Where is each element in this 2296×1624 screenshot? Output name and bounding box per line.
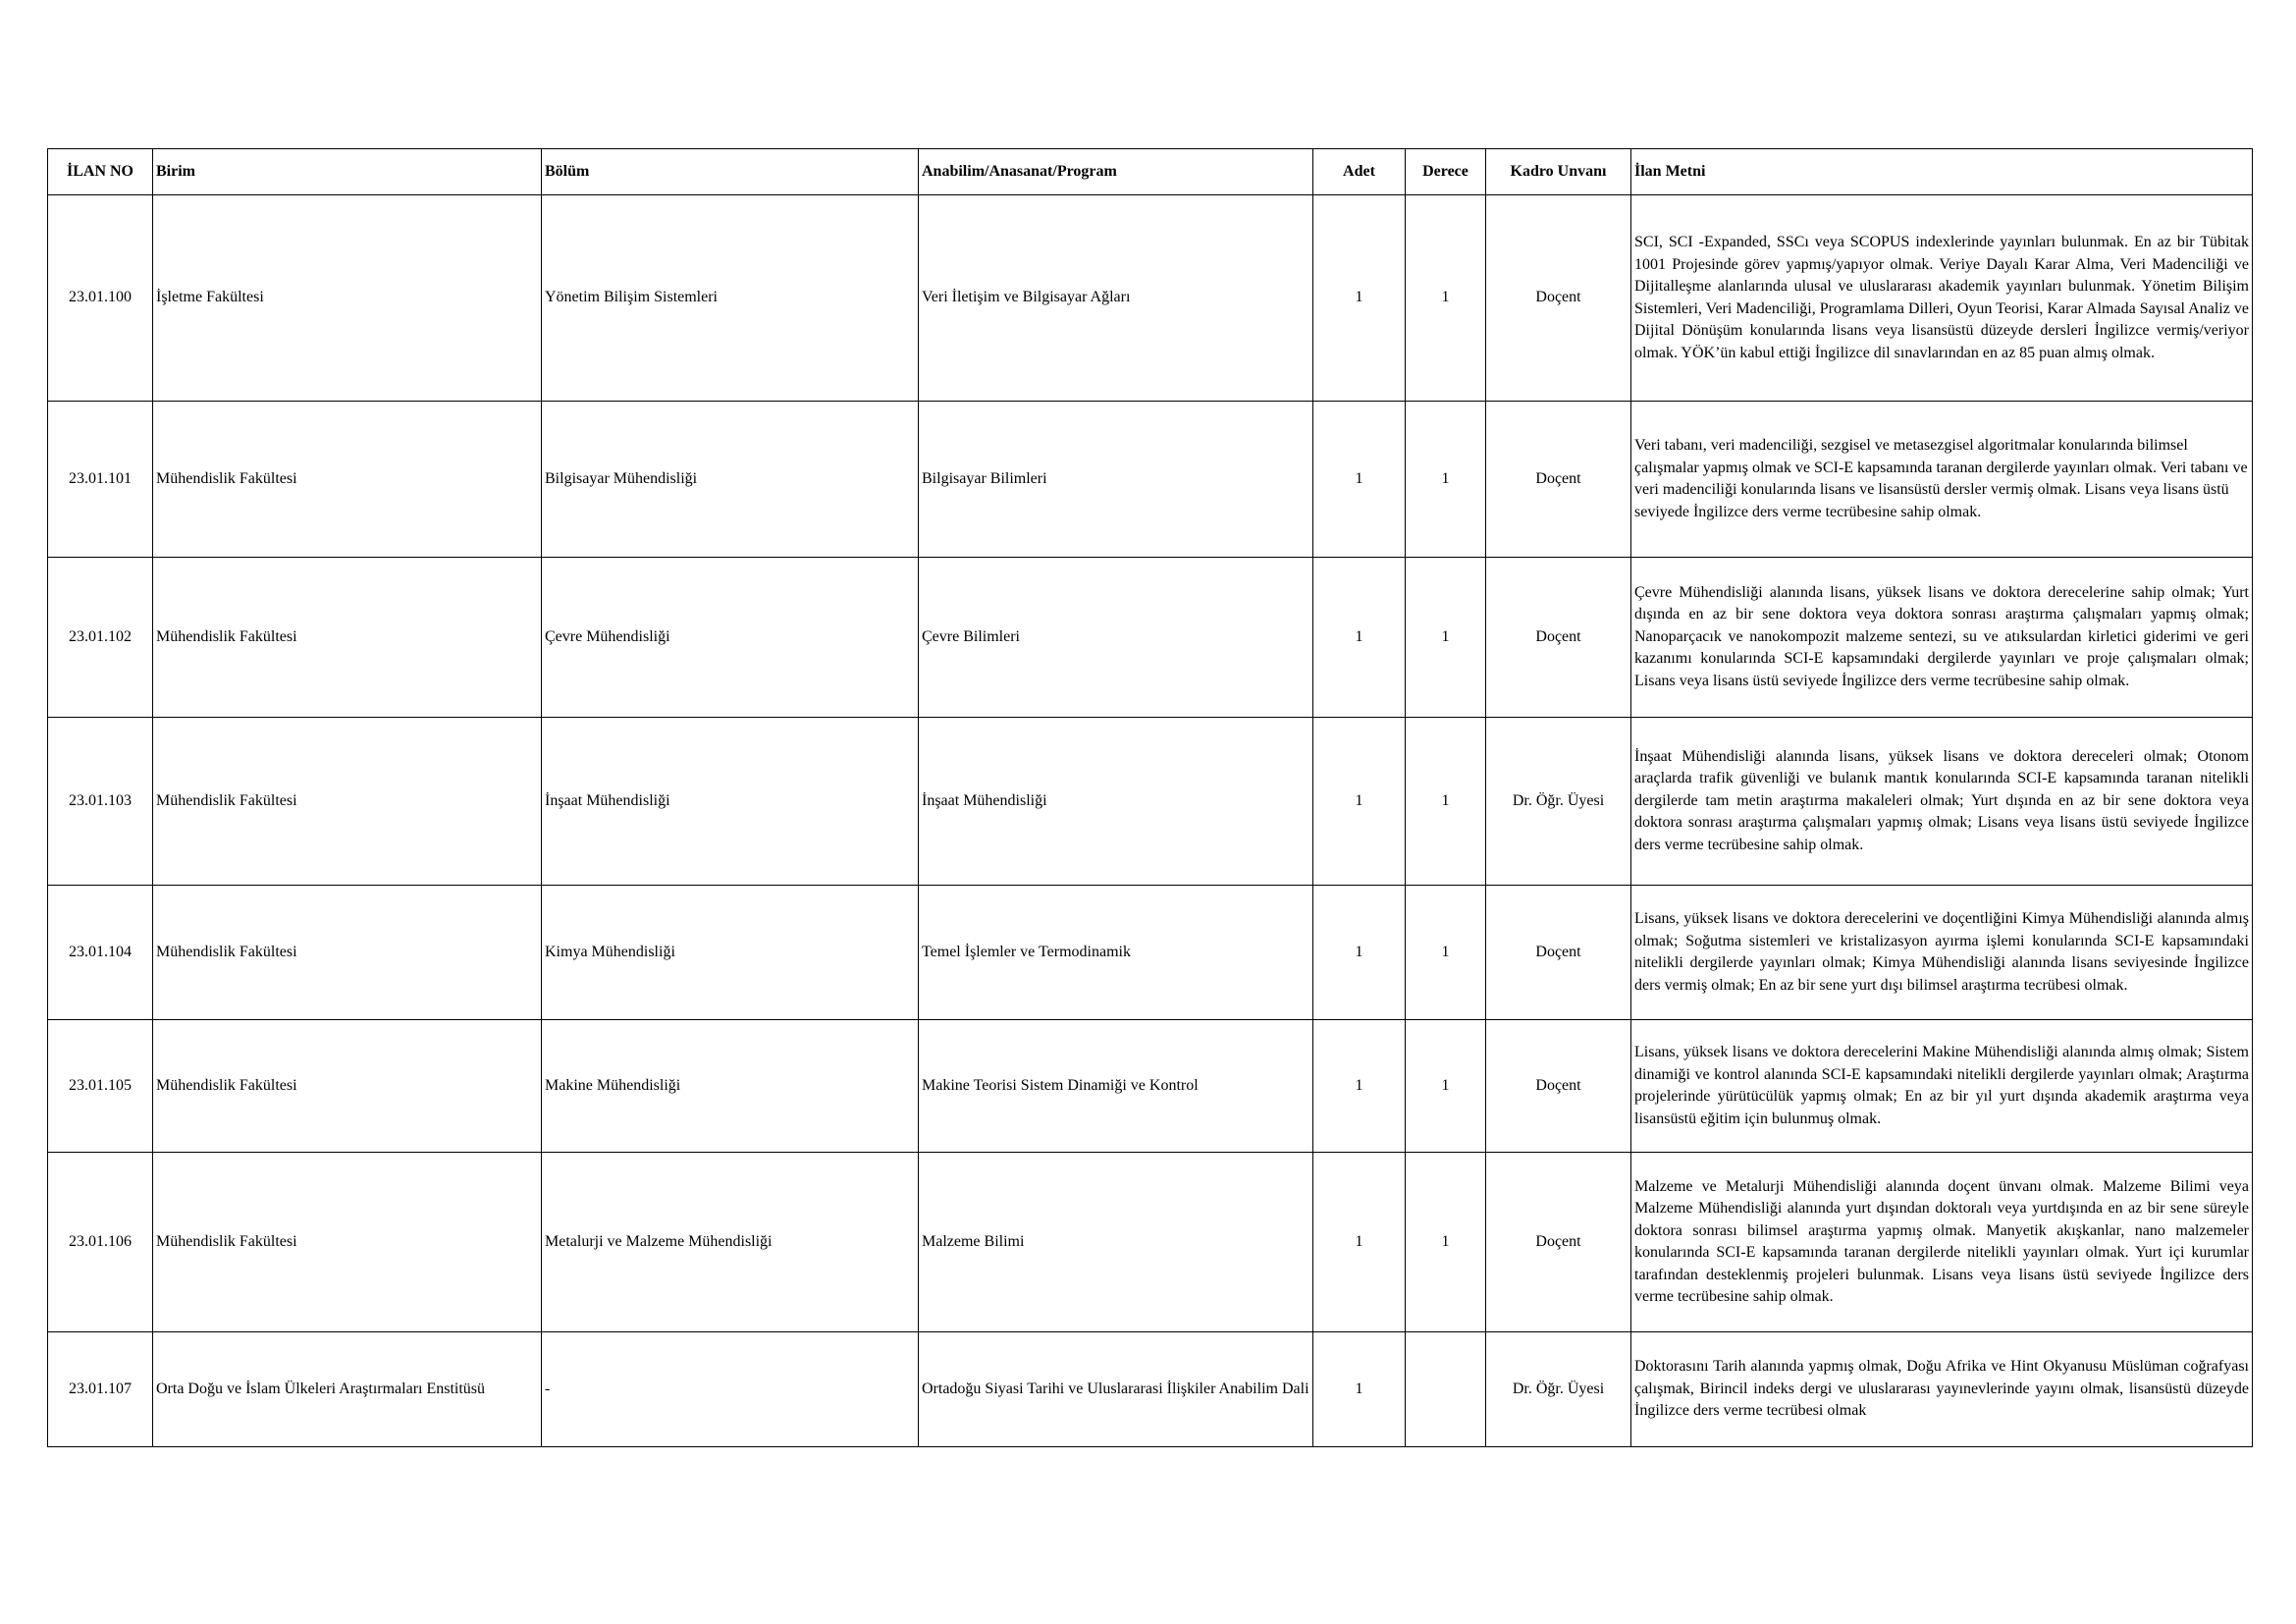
cell-adet: 1 — [1313, 1332, 1406, 1447]
cell-kadro-unvani: Doçent — [1486, 195, 1631, 402]
table-row — [48, 1153, 2253, 1332]
cell-kadro-unvani: Dr. Öğr. Üyesi — [1486, 718, 1631, 886]
table-row — [48, 886, 2253, 1020]
cell-derece: 1 — [1406, 718, 1486, 886]
cell-anabilim: Temel İşlemler ve Termodinamik — [919, 886, 1313, 1020]
cell-ilan-metni: Malzeme ve Metalurji Mühendisliği alanında doçent ünvanı olmak. Malzeme Bilimi veya Malzeme Mühendisliği alanında yurt dışından doktoralı veya yurtdışında en az bir sene süreyle doktora sonrası bilimsel araştırma yapmış olmak. Manyetik akışkanlar, nano malzemeler konularında SCI-E kapsamında taranan dergilerde nitelikli yayınları olmak. Yurt içi kurumlar tarafından desteklenmiş projeleri bulunmak. Lisans veya lisans üstü seviyede İngilizce ders verme tecrübesine sahip olmak. — [1631, 1153, 2253, 1332]
cell-anabilim: Bilgisayar Bilimleri — [919, 402, 1313, 558]
cell-anabilim: Malzeme Bilimi — [919, 1153, 1313, 1332]
header-kadro-unvani: Kadro Unvanı — [1486, 149, 1631, 195]
cell-birim: Orta Doğu ve İslam Ülkeleri Araştırmaları Enstitüsü — [153, 1332, 542, 1447]
header-derece: Derece — [1406, 149, 1486, 195]
header-birim: Birim — [153, 149, 542, 195]
header-bolum: Bölüm — [542, 149, 919, 195]
cell-birim: Mühendislik Fakültesi — [153, 718, 542, 886]
cell-ilan-no: 23.01.105 — [48, 1020, 153, 1153]
cell-derece: 1 — [1406, 402, 1486, 558]
cell-adet: 1 — [1313, 718, 1406, 886]
cell-ilan-no: 23.01.103 — [48, 718, 153, 886]
cell-birim: Mühendislik Fakültesi — [153, 1020, 542, 1153]
header-anabilim: Anabilim/Anasanat/Program — [919, 149, 1313, 195]
cell-anabilim: Ortadoğu Siyasi Tarihi ve Uluslararasi İlişkiler Anabilim Dali — [919, 1332, 1313, 1447]
cell-derece: 1 — [1406, 1153, 1486, 1332]
cell-birim: İşletme Fakültesi — [153, 195, 542, 402]
cell-anabilim: Makine Teorisi Sistem Dinamiği ve Kontrol — [919, 1020, 1313, 1153]
header-adet: Adet — [1313, 149, 1406, 195]
table-row — [48, 1332, 2253, 1447]
cell-adet: 1 — [1313, 402, 1406, 558]
cell-ilan-metni: Çevre Mühendisliği alanında lisans, yüksek lisans ve doktora derecelerine sahip olmak; Yurt dışında en az bir sene doktora veya doktora sonrası araştırma çalışmaları yapmış olmak; Nanoparçacık ve nanokompozit malzeme sentezi, su ve atıksulardan kirletici giderimi ve geri kazanımı konularında SCI-E kapsamındaki dergilerde yayınları ve proje çalışmaları olmak; Lisans veya lisans üstü seviyede İngilizce ders verme tecrübesine sahip olmak. — [1631, 558, 2253, 718]
cell-ilan-no: 23.01.104 — [48, 886, 153, 1020]
cell-ilan-metni: SCI, SCI -Expanded, SSCı veya SCOPUS indexlerinde yayınları bulunmak. En az bir Tübitak 1001 Projesinde görev yapmış/yapıyor olmak. Veriye Dayalı Karar Alma, Veri Madenciliği ve Dijitalleşme alanlarında ulusal ve uluslararası akademik yayınları bulunmak. Yönetim Bilişim Sistemleri, Veri Madenciliği, Programlama Dilleri, Oyun Teorisi, Karar Almada Sayısal Analiz ve Dijital Dönüşüm konularında lisans veya lisansüstü düzeyde dersleri İngilizce vermiş/veriyor olmak. YÖK’ün kabul ettiği İngilizce dil sınavlarından en az 85 puan almış olmak. — [1631, 195, 2253, 402]
cell-bolum: - — [542, 1332, 919, 1447]
cell-bolum: Bilgisayar Mühendisliği — [542, 402, 919, 558]
cell-ilan-no: 23.01.100 — [48, 195, 153, 402]
cell-adet: 1 — [1313, 1020, 1406, 1153]
cell-birim: Mühendislik Fakültesi — [153, 402, 542, 558]
cell-ilan-metni: Lisans, yüksek lisans ve doktora derecelerini Makine Mühendisliği alanında almış olmak; Sistem dinamiği ve kontrol alanında SCI-E kapsamındaki nitelikli dergilerde yayınları olmak; Araştırma projelerinde yürütücülük yapmış olmak; En az bir yıl yurt dışında akademik araştırma veya lisansüstü eğitim için bulunmuş olmak. — [1631, 1020, 2253, 1153]
cell-bolum: İnşaat Mühendisliği — [542, 718, 919, 886]
cell-kadro-unvani: Doçent — [1486, 1153, 1631, 1332]
table-header-row — [48, 149, 2253, 195]
cell-ilan-no: 23.01.107 — [48, 1332, 153, 1447]
cell-kadro-unvani: Doçent — [1486, 402, 1631, 558]
cell-adet: 1 — [1313, 1153, 1406, 1332]
cell-kadro-unvani: Doçent — [1486, 558, 1631, 718]
cell-ilan-metni: Veri tabanı, veri madenciliği, sezgisel ve metasezgisel algoritmalar konularında bilimsel çalışmalar yapmış olmak ve SCI-E kapsamında taranan dergilerde yayınları olmak. Veri tabanı ve veri madenciliği konularında lisans ve lisansüstü dersler vermiş olmak. Lisans veya lisans üstü seviyede İngilizce ders verme tecrübesine sahip olmak. — [1631, 402, 2253, 558]
cell-bolum: Kimya Mühendisliği — [542, 886, 919, 1020]
table-row — [48, 718, 2253, 886]
cell-anabilim: İnşaat Mühendisliği — [919, 718, 1313, 886]
cell-ilan-metni: İnşaat Mühendisliği alanında lisans, yüksek lisans ve doktora dereceleri olmak; Otonom araçlarda trafik güvenliği ve bulanık mantık konularında SCI-E kapsamında taranan nitelikli dergilerde tam metin araştırma makaleleri olmak; Yurt dışında en az bir sene doktora veya doktora sonrası araştırma çalışmaları yapmış olmak; Lisans veya lisans üstü seviyede İngilizce ders verme tecrübesine sahip olmak. — [1631, 718, 2253, 886]
cell-anabilim: Çevre Bilimleri — [919, 558, 1313, 718]
cell-derece — [1406, 1332, 1486, 1447]
table-row — [48, 195, 2253, 402]
cell-birim: Mühendislik Fakültesi — [153, 886, 542, 1020]
cell-derece: 1 — [1406, 195, 1486, 402]
cell-adet: 1 — [1313, 195, 1406, 402]
cell-ilan-no: 23.01.101 — [48, 402, 153, 558]
cell-ilan-no: 23.01.106 — [48, 1153, 153, 1332]
table-row — [48, 1020, 2253, 1153]
table-row — [48, 402, 2253, 558]
cell-derece: 1 — [1406, 886, 1486, 1020]
cell-bolum: Metalurji ve Malzeme Mühendisliği — [542, 1153, 919, 1332]
table-row — [48, 558, 2253, 718]
cell-adet: 1 — [1313, 886, 1406, 1020]
cell-ilan-metni: Doktorasını Tarih alanında yapmış olmak, Doğu Afrika ve Hint Okyanusu Müslüman coğrafyası çalışmak, Birincil indeks dergi ve uluslararası yayınevlerinde yayını olmak, lisansüstü düzeyde İngilizce ders verme tecrübesi olmak — [1631, 1332, 2253, 1447]
cell-bolum: Makine Mühendisliği — [542, 1020, 919, 1153]
cell-ilan-metni: Lisans, yüksek lisans ve doktora derecelerini ve doçentliğini Kimya Mühendisliği alanında almış olmak; Soğutma sistemleri ve kristalizasyon ayırma işlemi konularında SCI-E kapsamındaki nitelikli dergilerde yayınları olmak; Kimya Mühendisliği alanında lisans seviyesinde İngilizce ders vermiş olmak; En az bir sene yurt dışı bilimsel araştırma tecrübesi olmak. — [1631, 886, 2253, 1020]
header-ilan-metni: İlan Metni — [1631, 149, 2253, 195]
cell-bolum: Yönetim Bilişim Sistemleri — [542, 195, 919, 402]
cell-bolum: Çevre Mühendisliği — [542, 558, 919, 718]
cell-birim: Mühendislik Fakültesi — [153, 1153, 542, 1332]
cell-adet: 1 — [1313, 558, 1406, 718]
cell-anabilim: Veri İletişim ve Bilgisayar Ağları — [919, 195, 1313, 402]
cell-ilan-no: 23.01.102 — [48, 558, 153, 718]
cell-kadro-unvani: Doçent — [1486, 1020, 1631, 1153]
header-ilan-no: İLAN NO — [48, 149, 153, 195]
cell-derece: 1 — [1406, 1020, 1486, 1153]
cell-kadro-unvani: Dr. Öğr. Üyesi — [1486, 1332, 1631, 1447]
cell-derece: 1 — [1406, 558, 1486, 718]
cell-birim: Mühendislik Fakültesi — [153, 558, 542, 718]
ilan-table — [47, 148, 2253, 1447]
cell-kadro-unvani: Doçent — [1486, 886, 1631, 1020]
